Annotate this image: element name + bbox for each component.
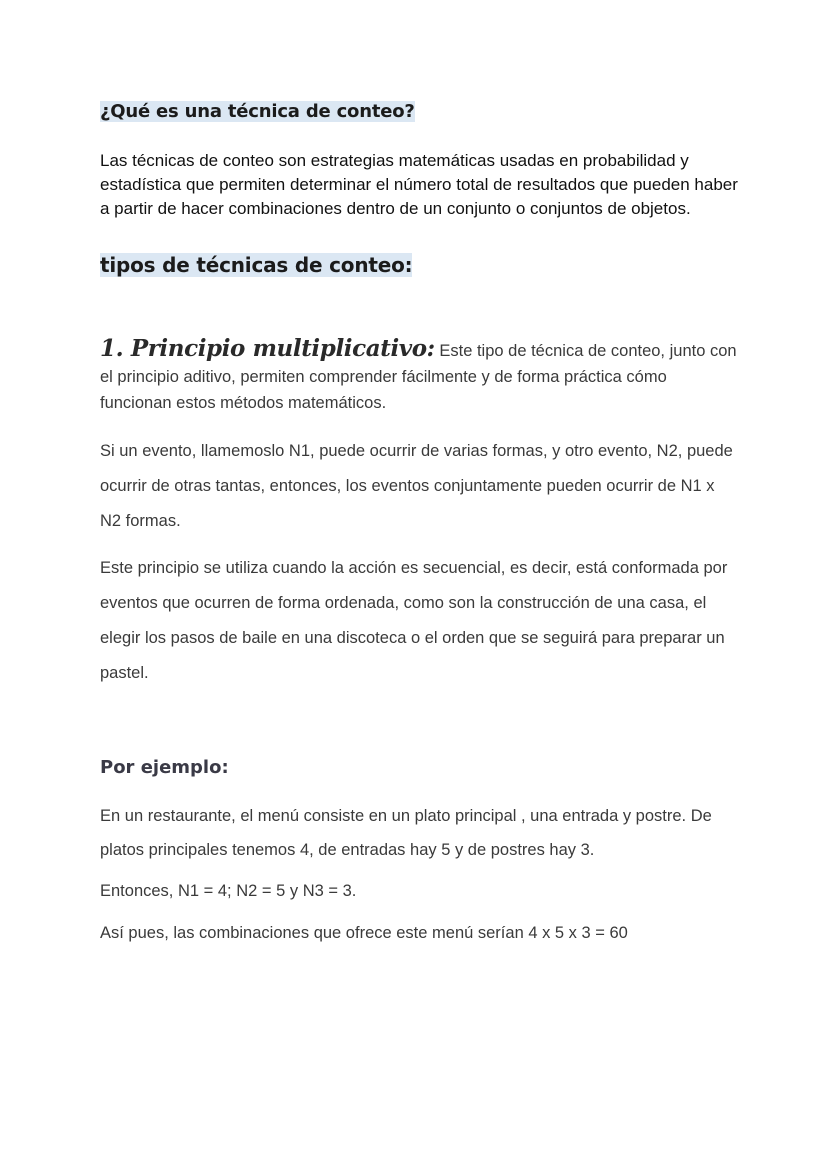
section1-paragraph: [100, 336, 740, 416]
example-p1: En un restaurante, el menú consiste en un plato principal , una entrada y postre. De platos principales tenemos 4, de entradas hay 5 y de postres hay 3.: [100, 807, 712, 859]
types-heading: [100, 251, 740, 280]
intro-paragraph: Las técnicas de conteo son estrategias matemáticas usadas en probabilidad y estadística que permiten determinar el número total de resultados que pueden haber a partir de hacer combinaciones dentro de un conjunto o conjuntos de objetos.: [100, 151, 738, 218]
example-heading: Por ejemplo:: [100, 757, 229, 778]
section1-lead: Este tipo de técnica de conteo, junto con el principio aditivo, permiten comprender fácilmente y de forma práctica cómo funcionan estos métodos matemáticos.: [100, 342, 737, 412]
types-highlight: tipos de técnicas de conteo:: [100, 253, 413, 277]
title-heading: [100, 98, 740, 125]
section1-p2: Este principio se utiliza cuando la acción es secuencial, es decir, está conformada por eventos que ocurren de forma ordenada, como son la construcción de una casa, el elegir los pasos de baile en una discoteca o el orden que se seguirá para preparar un pastel.: [100, 559, 728, 682]
section1-p1: Si un evento, llamemoslo N1, puede ocurrir de varias formas, y otro evento, N2, puede ocurrir de otras tantas, entonces, los eventos conjuntamente pueden ocurrir de N1 x N2 formas.: [100, 442, 733, 530]
example-p2: Entonces, N1 = 4; N2 = 5 y N3 = 3.: [100, 882, 357, 900]
title-highlight: ¿Qué es una técnica de conteo?: [100, 101, 415, 122]
document-page: [100, 98, 740, 945]
example-p3: Así pues, las combinaciones que ofrece este menú serían 4 x 5 x 3 = 60: [100, 924, 628, 942]
section1-title: 1. Principio multiplicativo:: [100, 335, 435, 362]
